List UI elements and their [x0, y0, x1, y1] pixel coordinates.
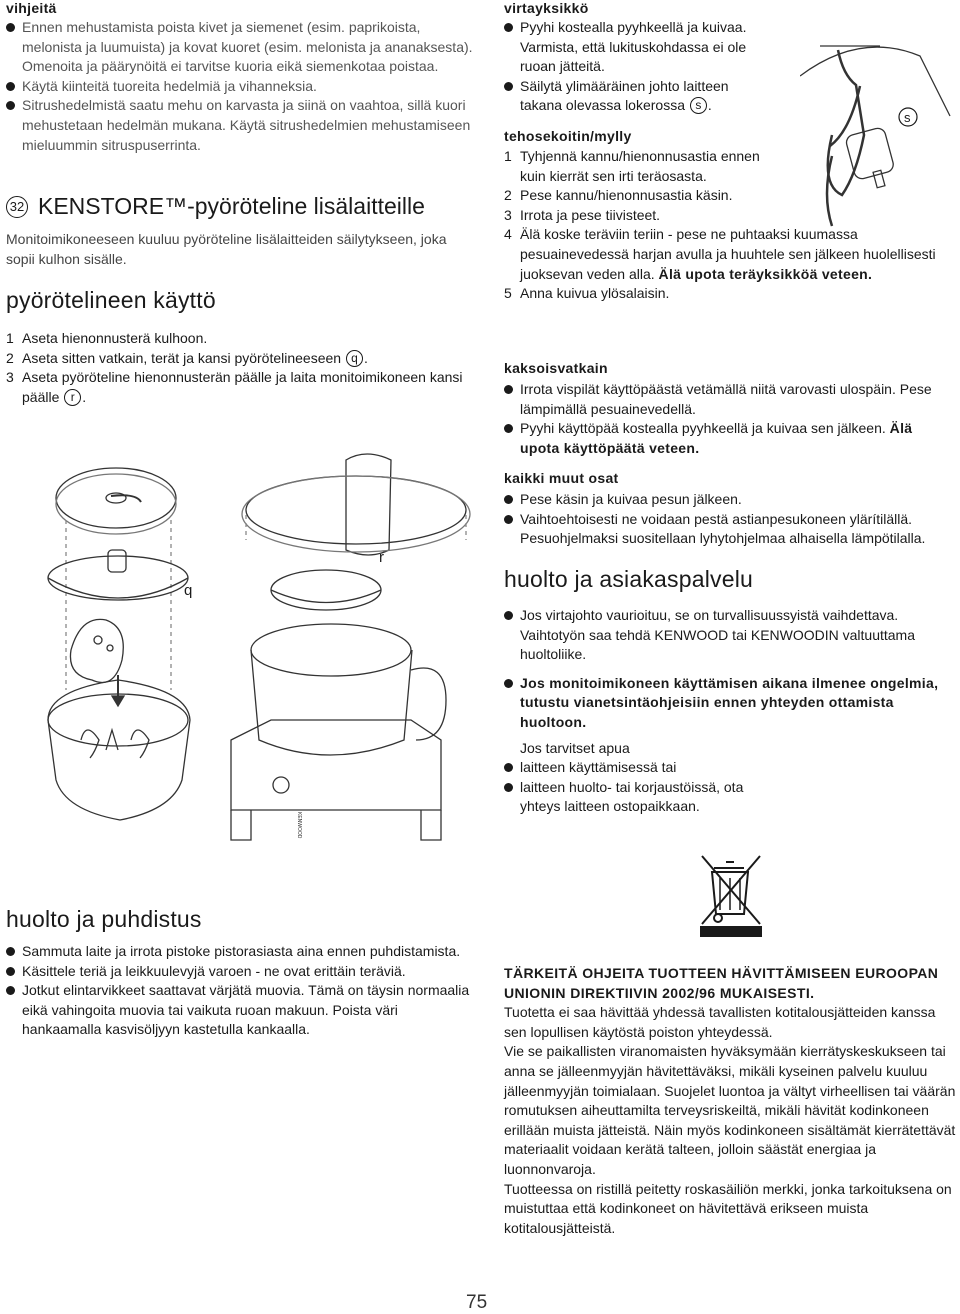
list-item: Käytä kiinteitä tuoreita hedelmiä ja vihanneksia.: [6, 77, 476, 97]
cleaning-list: [6, 942, 476, 1040]
blender-heading: tehosekoitin/mylly: [504, 128, 632, 144]
tips-list: [6, 18, 476, 155]
step-text: Tyhjennä kannu/hienonnusastia ennen kuin kierrät sen irti teräosasta.: [520, 148, 760, 184]
disposal-paragraph: Tuotetta ei saa hävittää yhdessä tavallisten kotitalousjätteiden kanssa sen lopullisen käytöstä poiston yhteydessä.: [504, 1004, 936, 1040]
other-parts-section: [504, 470, 956, 549]
step-text: Älä koske teräviin teriin - pese ne puhtaaksi kuumassa pesuainevedessä harjan avulla ja huuhtele sen jälkeen huolellisesti juoksevan veden alla.: [520, 226, 936, 282]
kenstore-illustration: [36, 440, 476, 860]
step-number: 3: [6, 369, 14, 386]
disposal-heading: TÄRKEITÄ OHJEITA TUOTTEEN HÄVITTÄMISEEN EUROOPAN UNIONIN DIREKTIIVIN 2002/96 MUKAISESTI.: [504, 965, 939, 1001]
step-number: 5: [504, 285, 512, 302]
figure-label-s: s: [904, 110, 911, 125]
list-item: Irrota vispilät käyttöpäästä vetämällä niitä varovasti ulospäin. Pese lämpimällä pesuainevedellä.: [504, 380, 954, 419]
step-text: Aseta pyöröteline hienonnusterän päälle ja laita monitoimikoneen kansi päälle: [22, 369, 463, 405]
help-list: [504, 758, 956, 817]
power-unit-list: [504, 18, 769, 116]
step-text: Aseta sitten vatkain, terät ja kansi pyörötelineeseen: [22, 349, 342, 366]
power-unit-heading: virtayksikkö: [504, 0, 589, 16]
list-item: laitteen käyttämisessä tai: [504, 758, 956, 778]
punctuation: .: [82, 388, 87, 405]
disposal-paragraph: Tuotteessa on ristillä peitetty roskasäiliön merkki, jonka tarkoituksena on muistuttaa että kodinkoneet on hävitettävä erikseen muista kotitalousjätteistä.: [504, 1180, 952, 1236]
list-item: Käsittele teriä ja leikkuulevyjä varoen - ne ovat erittäin teräviä.: [6, 962, 476, 982]
kenstore-title: KENSTORE™-pyöröteline lisälaitteille: [38, 193, 425, 219]
whisk-list: [504, 380, 954, 458]
list-item: Pyyhi kostealla pyyhkeellä ja kuivaa. Varmista, että lukituskohdassa ei ole ruoan jätteitä.: [504, 18, 769, 77]
step-text: Irrota ja pese tiivisteet.: [520, 206, 661, 223]
processor-bowl: [251, 650, 412, 755]
tips-heading: vihjeitä: [6, 0, 57, 16]
kenstore-heading: [6, 192, 476, 220]
list-item: Pese käsin ja kuivaa pesun jälkeen.: [504, 490, 956, 510]
step-text: Aseta hienonnusterä kulhoon.: [22, 330, 208, 346]
whisk-heading: kaksoisvatkain: [504, 360, 608, 376]
motor-base: [231, 720, 441, 810]
service-heading: huolto ja asiakaspalvelu: [504, 566, 754, 592]
other-parts-list: [504, 490, 956, 549]
list-item: Jotkut elintarvikkeet saattavat värjätä muovia. Tämä on täysin normaalia eikä vahingoita muovia tai vaikuta ruoan makuun. Poista väri hankaamalla kasvisöljyyn kastetulla kankaalla.: [6, 981, 476, 1040]
list-item: Vaihtoehtoisesti ne voidaan pestä astianpesukoneen ylärítilällä. Pesuohjelmaksi suositellaan lyhytohjelmaa alhaisella lämpötilalla.: [504, 510, 956, 549]
list-item: laitteen huolto- tai korjaustöissä, ota yhteys laitteen ostopaikkaan.: [504, 778, 760, 817]
usage-heading: pyörötelineen käyttö: [6, 287, 216, 313]
blade-cover: [70, 619, 123, 682]
page-number: 75: [466, 1292, 488, 1313]
feed-tube: [346, 454, 391, 555]
step-number: 2: [504, 187, 512, 204]
step-text: Anna kuivua ylösalaisin.: [520, 285, 670, 302]
list-item: Jos virtajohto vaurioituu, se on turvallisuussyistä vaihdettava. Vaihtotyön saa tehdä KENWOOD tai KENWOODIN valtuuttama huoltoliike.: [504, 606, 956, 665]
crossed-out-wheelie-bin-icon: [698, 852, 764, 938]
usage-section: [6, 287, 476, 407]
grating-disc: [271, 570, 381, 610]
warning-text: Älä upota teräyksikköä veteen.: [658, 265, 873, 282]
step-number: 4: [504, 226, 512, 243]
cleaning-heading: huolto ja puhdistus: [6, 906, 202, 932]
list-item: [504, 147, 770, 186]
kenstore-section: [6, 192, 476, 269]
list-item: [504, 225, 940, 284]
step-number: 2: [6, 349, 14, 366]
list-item: [6, 329, 476, 349]
list-item: Sammuta laite ja irrota pistoke pistorasiasta aina ennen puhdistamista.: [6, 942, 476, 962]
figure-ref-s: s: [690, 97, 707, 114]
list-item: [504, 77, 769, 116]
figure-label-r: r: [379, 549, 384, 566]
whisk-section: [504, 360, 954, 458]
warning-text: Älä upota käyttöpäätä veteen.: [520, 420, 913, 456]
blender-section: [504, 128, 954, 304]
power-unit-section: [504, 0, 769, 116]
list-item: [6, 349, 476, 369]
list-item: Jos monitoimikoneen käyttämisen aikana ilmenee ongelmia, tutustu vianetsintäohjeisiin ennen yhteyden ottamista huoltoon.: [504, 674, 956, 733]
list-item: Sitrushedelmistä saatu mehu on karvasta ja siinä on vaahtoa, sillä kuori mehustetaan hedelmän mukana. Käytä sitrushedelmien mehustamiseen mieluummin sitruspuserrinta.: [6, 96, 476, 155]
step-number: 3: [504, 206, 512, 223]
punctuation: .: [363, 349, 368, 366]
list-item: [504, 206, 954, 226]
figure-ref-r: r: [64, 389, 81, 406]
list-item: [6, 368, 476, 407]
figure-label-q: q: [184, 582, 193, 599]
list-item: [504, 284, 954, 304]
cleaning-section: [6, 906, 476, 1040]
brand-label: KENWOOD: [296, 812, 302, 839]
service-list: [504, 606, 956, 733]
blender-steps: [504, 147, 954, 304]
step-number: 1: [6, 330, 14, 346]
list-item: Ennen mehustamista poista kivet ja siemenet (esim. paprikoista, melonista ja luumuista) ja kovat kuoret (esim. melonista ja ananaksesta). Omenoita ja päärynöitä ei tarvitse kuoria eikä siemenkotaa poistaa.: [6, 18, 476, 77]
disposal-section: [504, 964, 956, 1238]
help-intro: Jos tarvitset apua: [520, 739, 630, 756]
slicing-disc: [56, 468, 176, 528]
bowl-handle: [411, 668, 446, 740]
list-item: [504, 419, 954, 458]
usage-steps: [6, 329, 476, 407]
disposal-paragraph: Vie se paikallisten viranomaisten hyväksymään kierrätyskeskukseen tai anna se jälleenmyyjän hävitettäväksi, mikäli kyseinen palvelu kuuluu jälleenmyyjän toimialaan. Suojelet luontoa ja vältyt virheellisen tai väärän romutuksen aiheuttamilta terveysriskeiltä, mikäli hävität kodinkoneen erillään muista jätteistä. Näin myös kodinkoneen sisältämät kierrätettävät materiaalit voidaan kerätä talteen, jolloin säästät energiaa ja luonnonvaroja.: [504, 1043, 956, 1177]
other-parts-heading: kaikki muut osat: [504, 470, 619, 486]
step-text: Pese kannu/hienonnusastia käsin.: [520, 187, 733, 204]
figure-ref-q: q: [346, 350, 363, 367]
punctuation: .: [707, 97, 712, 114]
section-number-badge: 32: [6, 196, 28, 218]
service-section: [504, 566, 956, 817]
step-number: 1: [504, 148, 512, 164]
kenstore-description: Monitoimikoneeseen kuuluu pyöröteline lisälaitteiden säilytykseen, joka sopii kulhon sisälle.: [6, 231, 447, 267]
item-text: Pyyhi käyttöpää kostealla pyyhkeellä ja kuivaa sen jälkeen.: [520, 420, 886, 437]
item-text: Säilytä ylimääräinen johto laitteen takana olevassa lokerossa: [520, 77, 729, 114]
list-item: [504, 186, 954, 206]
